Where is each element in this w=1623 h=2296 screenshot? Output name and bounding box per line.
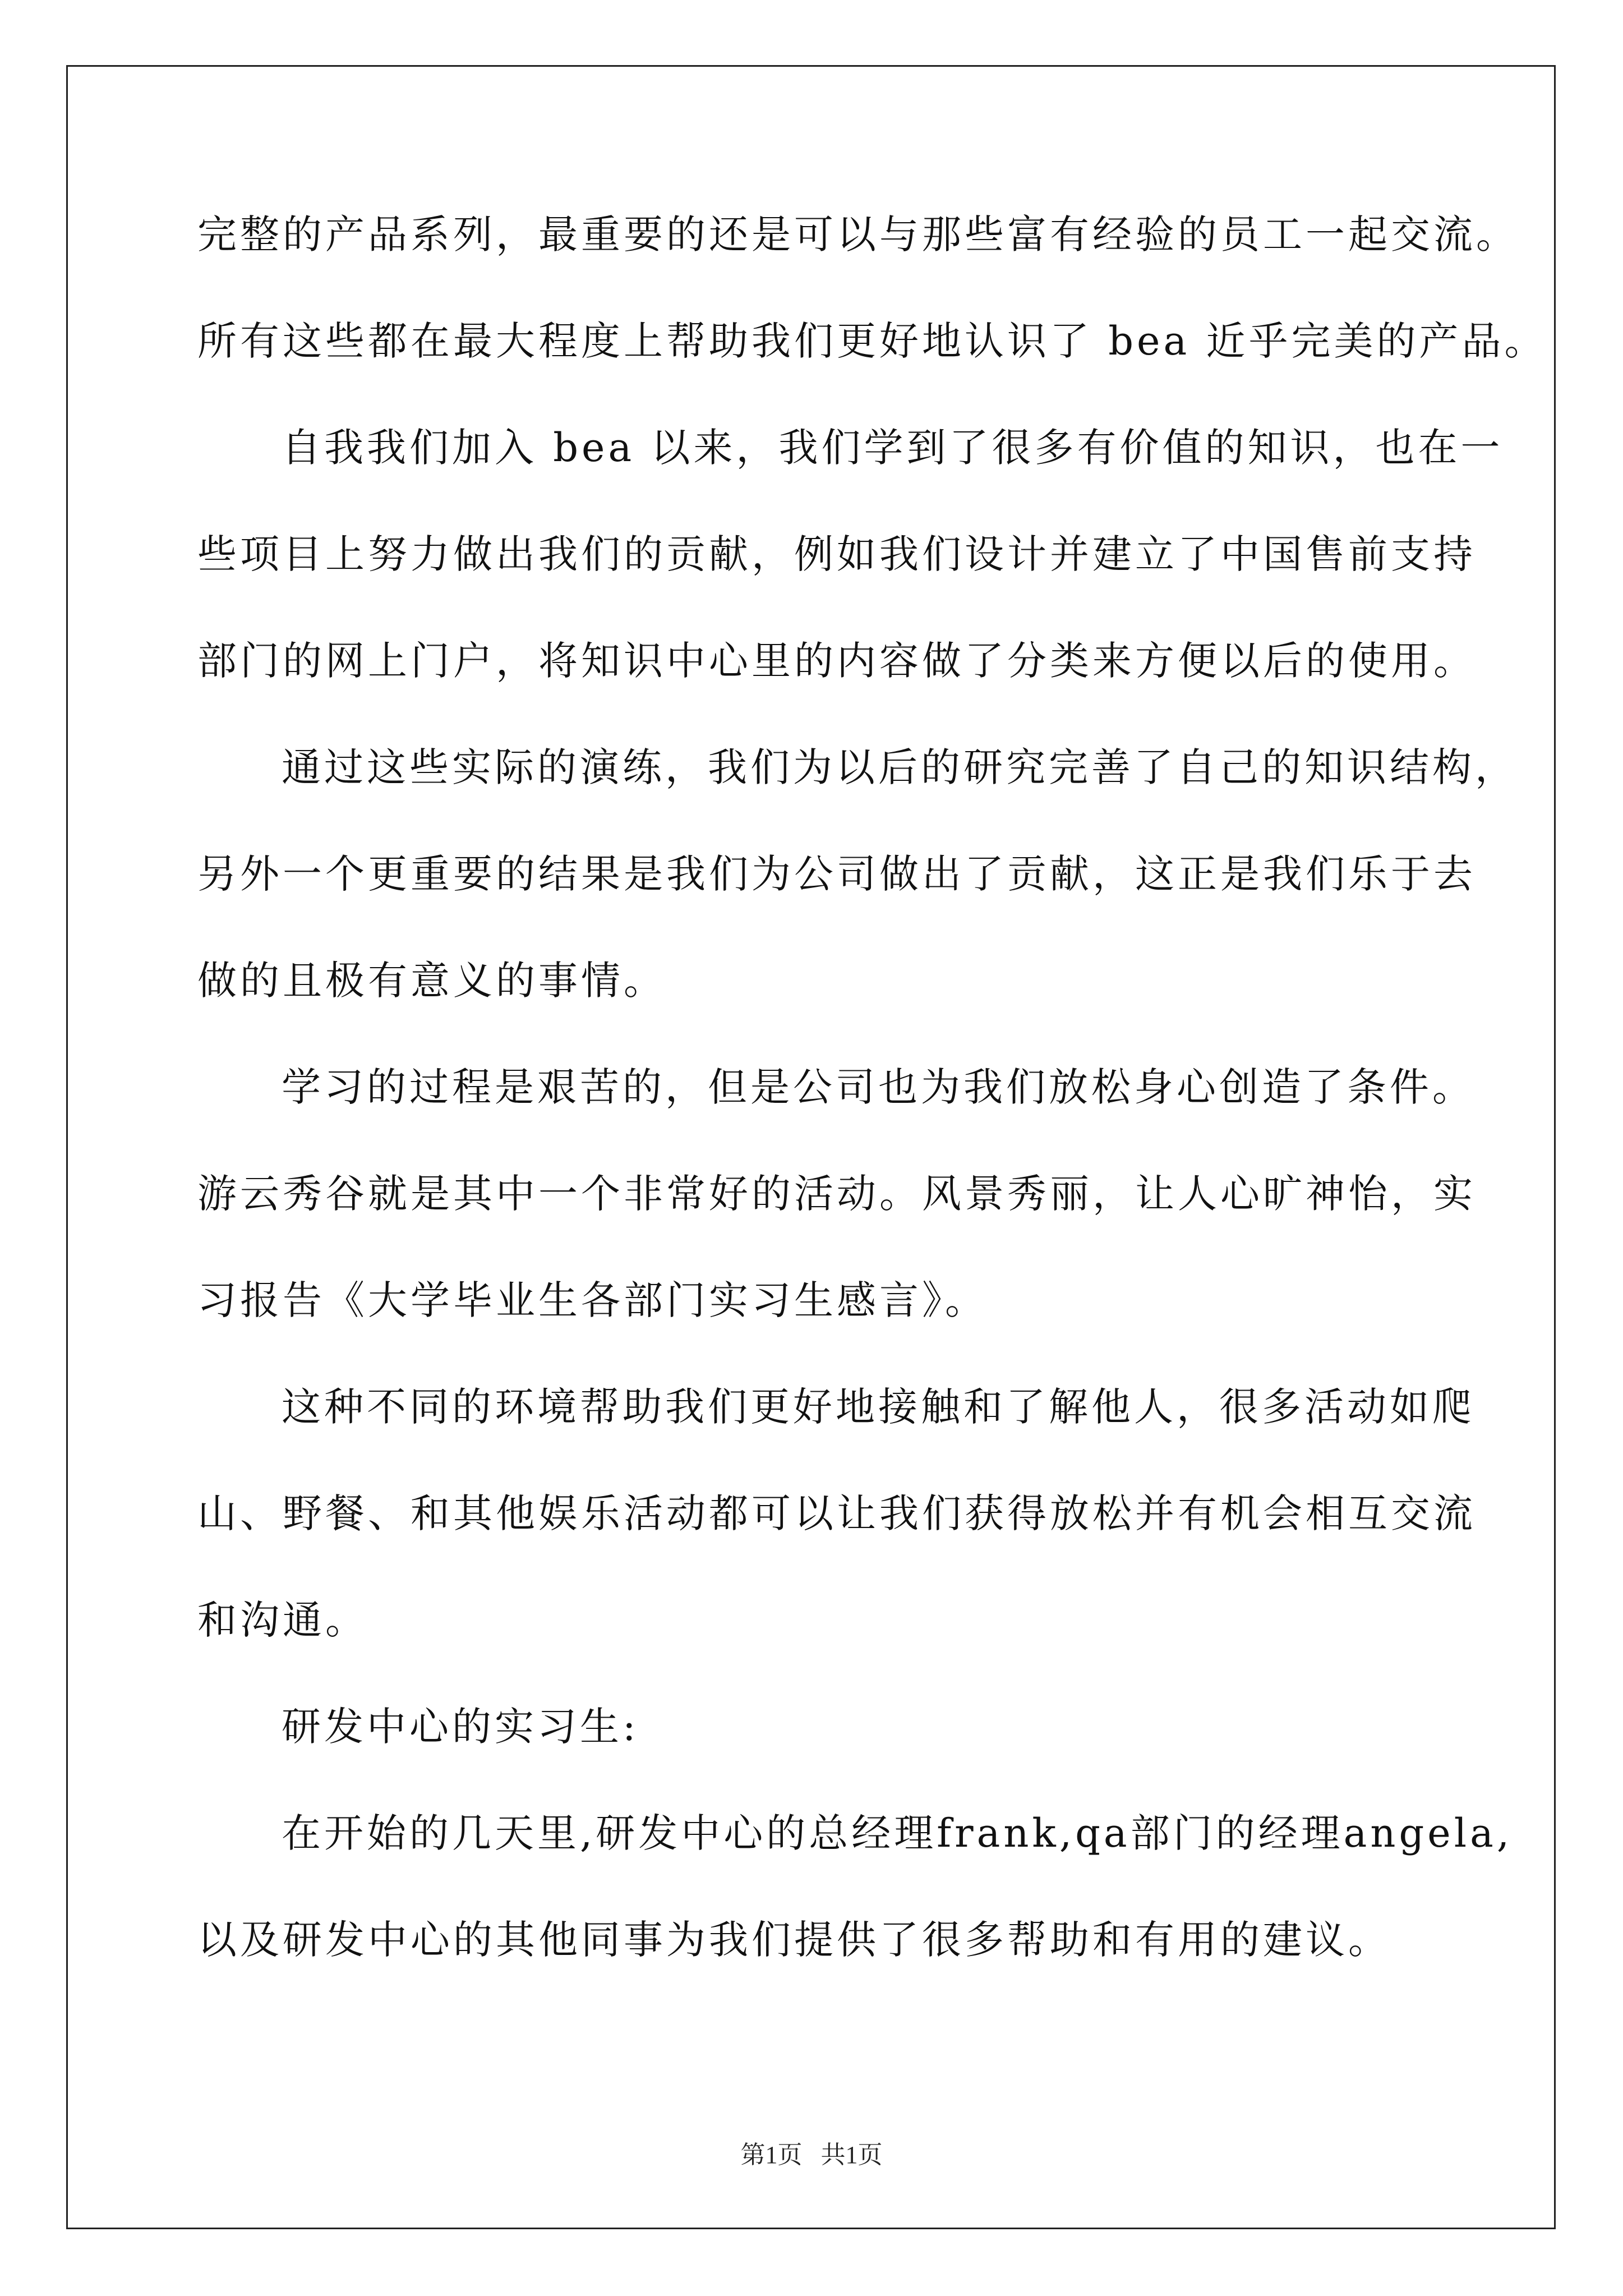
text-line: 研发中心的实习生: [282, 1704, 639, 1750]
text-line: 所有这些都在最大程度上帮助我们更好地认识了 bea 近乎完美的产品。 [197, 318, 1547, 364]
text-line: 以及研发中心的其他同事为我们提供了很多帮助和有用的建议。 [197, 1917, 1391, 1963]
text-line: 自我我们加入 bea 以来，我们学到了很多有价值的知识，也在一 [282, 425, 1504, 471]
text-line: 部门的网上门户，将知识中心里的内容做了分类来方便以后的使用。 [197, 638, 1476, 684]
text-line: 习报告《大学毕业生各部门实习生感言》。 [197, 1277, 988, 1323]
text-line: 通过这些实际的演练，我们为以后的研究完善了自己的知识结构， [282, 744, 1518, 790]
text-line: 游云秀谷就是其中一个非常好的活动。风景秀丽，让人心旷神怡，实 [197, 1171, 1476, 1217]
text-line: 些项目上努力做出我们的贡献，例如我们设计并建立了中国售前支持 [197, 531, 1476, 577]
page-border [66, 65, 1556, 2229]
text-line: 山、野餐、和其他娱乐活动都可以让我们获得放松并有机会相互交流 [197, 1490, 1476, 1536]
page-number-footer: 第1页 共1页 [740, 2141, 883, 2169]
text-line: 这种不同的环境帮助我们更好地接触和了解他人，很多活动如爬 [282, 1384, 1475, 1430]
text-line: 做的且极有意义的事情。 [197, 958, 666, 1004]
text-line: 另外一个更重要的结果是我们为公司做出了贡献，这正是我们乐于去 [197, 851, 1476, 897]
text-line: 和沟通。 [197, 1597, 368, 1643]
text-line: 完整的产品系列，最重要的还是可以与那些富有经验的员工一起交流。 [197, 211, 1519, 257]
text-line: 在开始的几天里,研发中心的总经理frank,qa部门的经理angela, [282, 1810, 1513, 1856]
text-line: 学习的过程是艰苦的，但是公司也为我们放松身心创造了条件。 [282, 1064, 1475, 1110]
